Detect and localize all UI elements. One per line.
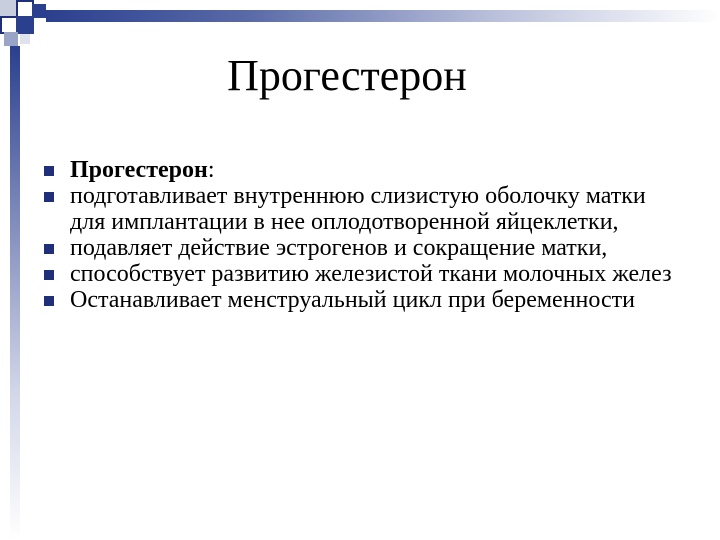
- bullet-bold-text: Прогестерон: [70, 157, 208, 183]
- square-bullet-icon: [44, 166, 54, 176]
- bullet-item: [44, 157, 684, 183]
- corner-square: [16, 16, 34, 34]
- bullet-text: подавляет действие эстрогенов и сокращение матки,: [70, 235, 608, 261]
- bullet-item: [44, 287, 684, 313]
- corner-square: [32, 4, 46, 18]
- bullet-text: :: [207, 157, 215, 183]
- bullet-item: [44, 235, 684, 261]
- bullet-text: Останавливает менструальный цикл при беременности: [70, 287, 635, 313]
- top-gradient-bar: [46, 10, 720, 22]
- square-bullet-icon: [44, 296, 54, 306]
- bullet-item: [44, 183, 684, 235]
- slide-title: Прогестерон: [227, 51, 467, 100]
- corner-square: [4, 32, 18, 46]
- bullet-text: способствует развитию железистой ткани молочных желез: [70, 261, 672, 287]
- square-bullet-icon: [44, 192, 54, 202]
- square-bullet-icon: [44, 244, 54, 254]
- corner-square: [20, 34, 30, 44]
- bullet-list: [44, 157, 684, 313]
- left-gradient-bar: [10, 46, 20, 540]
- bullet-item: [44, 261, 684, 287]
- bullet-text: подготавливает внутреннюю слизистую оболочку матки для имплантации в нее оплодотворенной яйцеклетки,: [70, 183, 646, 235]
- square-bullet-icon: [44, 270, 54, 280]
